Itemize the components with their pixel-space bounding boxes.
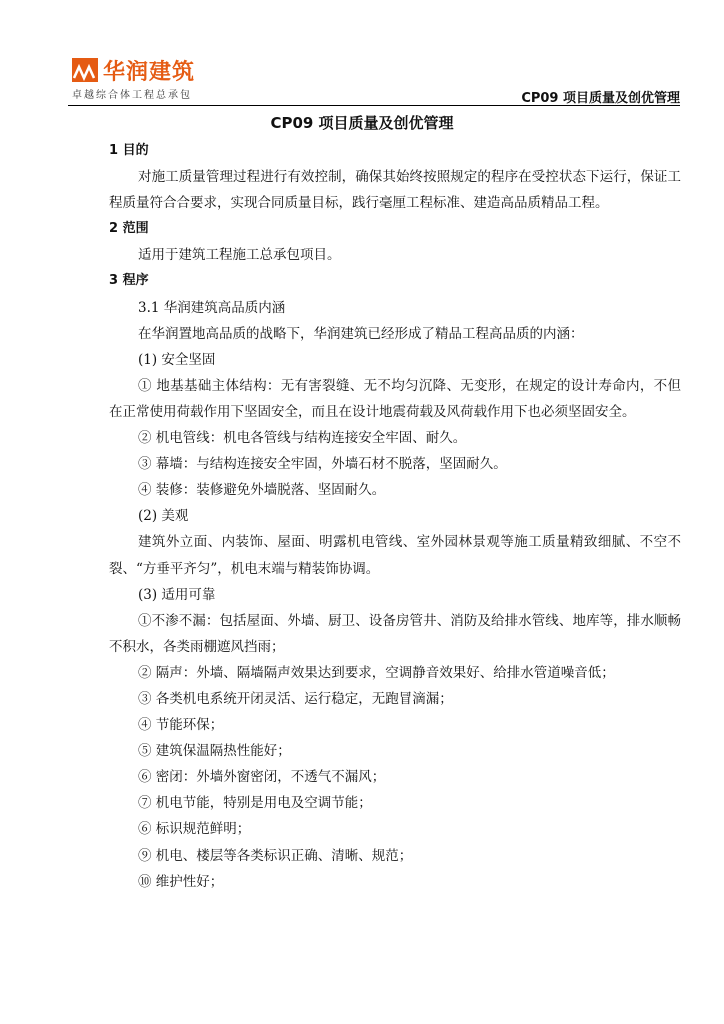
header-divider xyxy=(68,105,680,106)
subsection-heading: 3.1 华润建筑高品质内涵 xyxy=(138,299,286,316)
company-logo xyxy=(72,55,232,101)
purpose-paragraph: 对施工质量管理过程进行有效控制，确保其始终按照规定的程序在受控状态下运行，保证工程质量符合合要求，实现合同质量目标，践行毫厘工程标准、建造高品质精品工程。 xyxy=(109,169,681,212)
list-item: ③ 幕墙：与结构连接安全牢固，外墙石材不脱落，坚固耐久。 xyxy=(138,456,507,473)
scope-paragraph: 适用于建筑工程施工总承包项目。 xyxy=(138,247,341,264)
list-item: ⑨ 机电、楼层等各类标识正确、清晰、规范； xyxy=(138,847,413,864)
list-item: ② 机电管线：机电各管线与结构连接安全牢固、耐久。 xyxy=(138,430,467,447)
logo-mark-icon xyxy=(72,58,98,82)
section-heading-purpose: 1 目的 xyxy=(109,143,149,158)
list-item: ⑥ 密闭：外墙外窗密闭，不透气不漏风； xyxy=(138,769,386,786)
safety-heading: (1) 安全坚固 xyxy=(138,351,216,368)
section-heading-procedure: 3 程序 xyxy=(109,273,149,289)
beauty-paragraph: 建筑外立面、内装饰、屋面、明露机电管线、室外园林景观等施工质量精致细腻、不空不裂、“方垂平齐匀”，机电末端与精装饰协调。 xyxy=(109,534,681,577)
section-heading-scope: 2 范围 xyxy=(109,221,149,237)
header-doc-code: CP09 项目质量及创优管理 xyxy=(521,91,680,106)
list-item: ⑤ 建筑保温隔热性能好； xyxy=(138,743,291,760)
list-item: ① 地基基础主体结构：无有害裂缝、无不均匀沉降、无变形，在规定的设计寿命内，不但在正常使用荷载作用下坚固安全，而且在设计地震荷载及风荷载作用下也必须坚固安全。 xyxy=(109,377,681,420)
list-item: ⑥ 标识规范鲜明； xyxy=(138,821,251,838)
list-item: ⑩ 维护性好； xyxy=(138,873,224,890)
reliable-heading: (3) 适用可靠 xyxy=(138,586,216,603)
beauty-heading: (2) 美观 xyxy=(138,508,189,525)
document-title: CP09 项目质量及创优管理 xyxy=(270,114,454,132)
list-item: ⑦ 机电节能，特别是用电及空调节能； xyxy=(138,795,372,812)
company-name: 华润建筑 xyxy=(103,60,196,85)
intro-paragraph: 在华润置地高品质的战略下，华润建筑已经形成了精品工程高品质的内涵： xyxy=(138,325,584,342)
list-item: ③ 各类机电系统开闭灵活、运行稳定，无跑冒滴漏； xyxy=(138,690,453,707)
list-item: ② 隔声：外墙、隔墙隔声效果达到要求，空调静音效果好、给排水管道噪音低； xyxy=(138,664,615,681)
company-slogan: 卓越综合体工程总承包 xyxy=(72,90,192,101)
list-item: ④ 装修：装修避免外墙脱落、坚固耐久。 xyxy=(138,482,386,499)
list-item: ①不渗不漏：包括屋面、外墙、厨卫、设备房管井、消防及给排水管线、地库等，排水顺畅不积水，各类雨棚遮风挡雨； xyxy=(109,612,681,655)
document-body xyxy=(109,138,681,895)
list-item: ④ 节能环保； xyxy=(138,717,224,734)
